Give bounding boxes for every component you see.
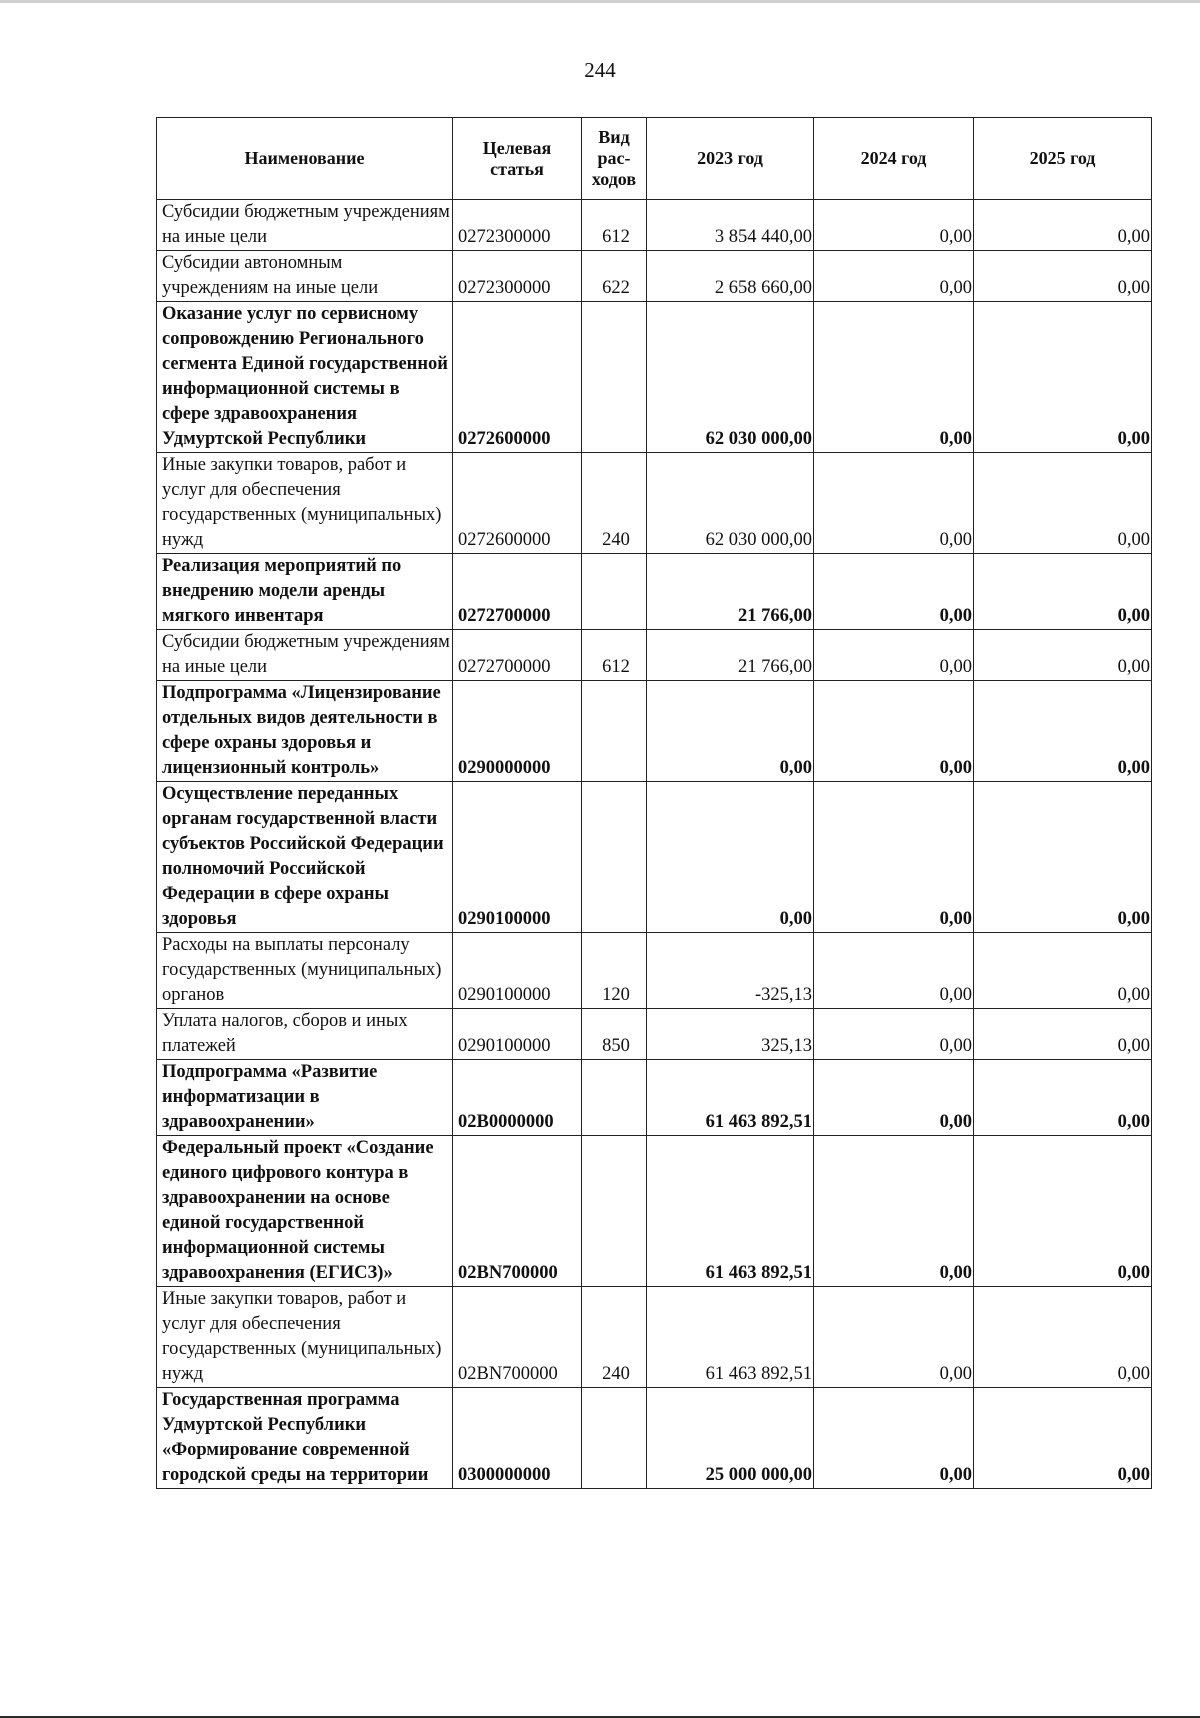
row-amount-2025: 0,00 xyxy=(974,782,1152,933)
header-target-article: Целевая статья xyxy=(453,118,582,200)
table-row xyxy=(157,302,1152,453)
header-expense-type: Вид рас-ходов xyxy=(582,118,647,200)
header-row xyxy=(157,118,1152,200)
row-amount-2024: 0,00 xyxy=(814,251,974,302)
row-name: Подпрограмма «Развитие информатизации в здравоохранении» xyxy=(157,1060,453,1136)
row-name: Оказание услуг по сервисному сопровождению Регионального сегмента Единой государственной информационной системы в сфере здравоохранения Удмуртской Республики xyxy=(157,302,453,453)
row-amount-2024: 0,00 xyxy=(814,453,974,554)
row-name: Осуществление переданных органам государственной власти субъектов Российской Федерации полномочий Российской Федерации в сфере охраны здоровья xyxy=(157,782,453,933)
row-amount-2025: 0,00 xyxy=(974,251,1152,302)
table-row xyxy=(157,453,1152,554)
header-name: Наименование xyxy=(157,118,453,200)
row-target-article: 0272300000 xyxy=(453,200,582,251)
row-expense-type: 120 xyxy=(582,933,647,1009)
row-amount-2025: 0,00 xyxy=(974,302,1152,453)
row-name: Государственная программа Удмуртской Республики «Формирование современной городской среды на территории xyxy=(157,1388,453,1489)
row-amount-2023: 21 766,00 xyxy=(647,554,814,630)
row-amount-2025: 0,00 xyxy=(974,1287,1152,1388)
table-row xyxy=(157,1287,1152,1388)
row-name: Субсидии бюджетным учреждениям на иные цели xyxy=(157,630,453,681)
table-row xyxy=(157,681,1152,782)
row-amount-2025: 0,00 xyxy=(974,453,1152,554)
row-amount-2024: 0,00 xyxy=(814,782,974,933)
row-amount-2023: -325,13 xyxy=(647,933,814,1009)
row-amount-2023: 21 766,00 xyxy=(647,630,814,681)
row-target-article: 0272700000 xyxy=(453,554,582,630)
header-2023: 2023 год xyxy=(647,118,814,200)
row-target-article: 02BN700000 xyxy=(453,1287,582,1388)
table-row xyxy=(157,933,1152,1009)
row-amount-2023: 2 658 660,00 xyxy=(647,251,814,302)
row-amount-2023: 0,00 xyxy=(647,782,814,933)
row-target-article: 02BN700000 xyxy=(453,1136,582,1287)
row-amount-2025: 0,00 xyxy=(974,933,1152,1009)
row-amount-2023: 3 854 440,00 xyxy=(647,200,814,251)
row-amount-2023: 325,13 xyxy=(647,1009,814,1060)
row-name: Иные закупки товаров, работ и услуг для обеспечения государственных (муниципальных) нужд xyxy=(157,1287,453,1388)
table-row xyxy=(157,1009,1152,1060)
row-target-article: 0300000000 xyxy=(453,1388,582,1489)
row-expense-type: 612 xyxy=(582,630,647,681)
row-expense-type xyxy=(582,302,647,453)
row-amount-2025: 0,00 xyxy=(974,1009,1152,1060)
row-amount-2024: 0,00 xyxy=(814,1388,974,1489)
row-amount-2024: 0,00 xyxy=(814,1060,974,1136)
row-amount-2025: 0,00 xyxy=(974,554,1152,630)
table-row xyxy=(157,1388,1152,1489)
row-expense-type: 612 xyxy=(582,200,647,251)
row-amount-2023: 0,00 xyxy=(647,681,814,782)
row-amount-2024: 0,00 xyxy=(814,554,974,630)
row-name: Субсидии автономным учреждениям на иные цели xyxy=(157,251,453,302)
row-target-article: 0290100000 xyxy=(453,782,582,933)
budget-table xyxy=(156,117,1152,1489)
row-amount-2024: 0,00 xyxy=(814,1009,974,1060)
table-row xyxy=(157,782,1152,933)
table-row xyxy=(157,630,1152,681)
row-target-article: 02B0000000 xyxy=(453,1060,582,1136)
row-expense-type xyxy=(582,1060,647,1136)
page-number: 244 xyxy=(584,58,616,82)
row-name: Реализация мероприятий по внедрению модели аренды мягкого инвентаря xyxy=(157,554,453,630)
row-amount-2025: 0,00 xyxy=(974,681,1152,782)
row-target-article: 0272300000 xyxy=(453,251,582,302)
row-name: Иные закупки товаров, работ и услуг для обеспечения государственных (муниципальных) нужд xyxy=(157,453,453,554)
row-amount-2024: 0,00 xyxy=(814,200,974,251)
row-expense-type xyxy=(582,554,647,630)
row-name: Подпрограмма «Лицензирование отдельных видов деятельности в сфере охраны здоровья и лицензионный контроль» xyxy=(157,681,453,782)
row-amount-2025: 0,00 xyxy=(974,1060,1152,1136)
row-target-article: 0272600000 xyxy=(453,302,582,453)
row-expense-type xyxy=(582,782,647,933)
row-amount-2023: 61 463 892,51 xyxy=(647,1136,814,1287)
row-expense-type: 850 xyxy=(582,1009,647,1060)
row-expense-type: 240 xyxy=(582,1287,647,1388)
header-2024: 2024 год xyxy=(814,118,974,200)
row-expense-type: 240 xyxy=(582,453,647,554)
row-amount-2025: 0,00 xyxy=(974,1136,1152,1287)
row-name: Субсидии бюджетным учреждениям на иные цели xyxy=(157,200,453,251)
row-amount-2024: 0,00 xyxy=(814,302,974,453)
row-amount-2025: 0,00 xyxy=(974,630,1152,681)
row-amount-2023: 61 463 892,51 xyxy=(647,1287,814,1388)
header-2025: 2025 год xyxy=(974,118,1152,200)
row-amount-2024: 0,00 xyxy=(814,1287,974,1388)
row-amount-2024: 0,00 xyxy=(814,933,974,1009)
row-expense-type xyxy=(582,1388,647,1489)
table-row xyxy=(157,1060,1152,1136)
row-name: Расходы на выплаты персоналу государственных (муниципальных) органов xyxy=(157,933,453,1009)
row-target-article: 0290100000 xyxy=(453,933,582,1009)
row-amount-2024: 0,00 xyxy=(814,1136,974,1287)
row-target-article: 0272600000 xyxy=(453,453,582,554)
row-expense-type: 622 xyxy=(582,251,647,302)
row-amount-2023: 62 030 000,00 xyxy=(647,453,814,554)
row-expense-type xyxy=(582,681,647,782)
row-expense-type xyxy=(582,1136,647,1287)
row-amount-2024: 0,00 xyxy=(814,630,974,681)
row-target-article: 0290000000 xyxy=(453,681,582,782)
table-row xyxy=(157,554,1152,630)
scan-edge-top xyxy=(0,0,1200,3)
row-name: Уплата налогов, сборов и иных платежей xyxy=(157,1009,453,1060)
row-amount-2023: 62 030 000,00 xyxy=(647,302,814,453)
row-target-article: 0290100000 xyxy=(453,1009,582,1060)
row-target-article: 0272700000 xyxy=(453,630,582,681)
row-amount-2025: 0,00 xyxy=(974,200,1152,251)
row-name: Федеральный проект «Создание единого цифрового контура в здравоохранении на основе единой государственной информационной системы здравоохранения (ЕГИСЗ)» xyxy=(157,1136,453,1287)
row-amount-2025: 0,00 xyxy=(974,1388,1152,1489)
table-row xyxy=(157,251,1152,302)
row-amount-2023: 25 000 000,00 xyxy=(647,1388,814,1489)
table-row xyxy=(157,1136,1152,1287)
row-amount-2023: 61 463 892,51 xyxy=(647,1060,814,1136)
table-row xyxy=(157,200,1152,251)
row-amount-2024: 0,00 xyxy=(814,681,974,782)
